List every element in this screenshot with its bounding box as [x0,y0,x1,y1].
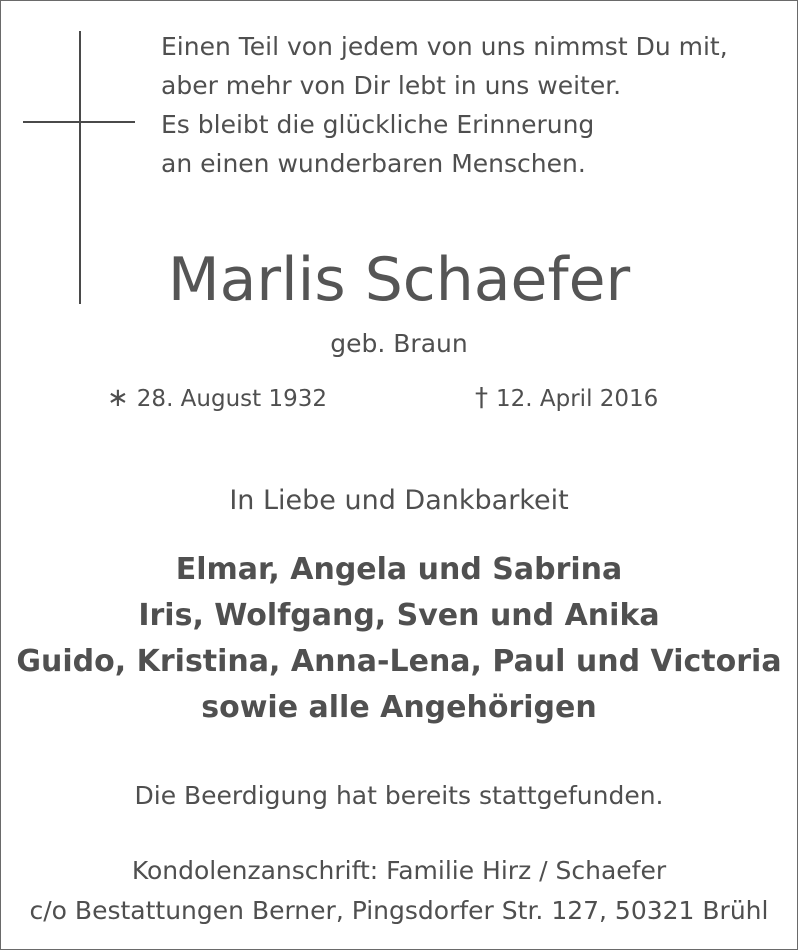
cross-icon-horizontal [23,121,135,123]
poem-line: aber mehr von Dir lebt in uns weiter. [161,71,622,100]
mourner-line: Elmar, Angela und Sabrina [175,552,623,587]
condolence-line-1: Kondolenzanschrift: Familie Hirz / Schaefer [131,856,667,885]
death-date: 12. April 2016 [496,386,659,412]
funeral-note: Die Beerdigung hat bereits stattgefunden. [134,781,664,810]
poem [161,27,728,183]
gratitude-line: In Liebe und Dankbarkeit [229,485,569,516]
dagger-icon: † [475,383,488,413]
birth-date-group [107,383,327,413]
maiden-name: geb. Braun [330,329,468,358]
deceased-name: Marlis Schaefer [167,245,631,315]
mourner-line: Iris, Wolfgang, Sven und Anika [138,598,660,633]
condolence-address [1,851,797,931]
mourners-list [1,547,797,731]
birth-date: 28. August 1932 [136,386,328,412]
asterisk-icon: ∗ [107,383,129,413]
death-date-group [475,383,658,413]
mourner-line: Guido, Kristina, Anna-Lena, Paul und Victoria [16,644,782,679]
condolence-line-2: c/o Bestattungen Berner, Pingsdorfer Str. 127, 50321 Brühl [29,896,769,925]
poem-line: an einen wunderbaren Menschen. [161,149,586,178]
mourner-line: sowie alle Angehörigen [201,690,597,725]
poem-line: Es bleibt die glückliche Erinnerung [161,110,595,139]
poem-line: Einen Teil von jedem von uns nimmst Du mit, [161,32,728,61]
